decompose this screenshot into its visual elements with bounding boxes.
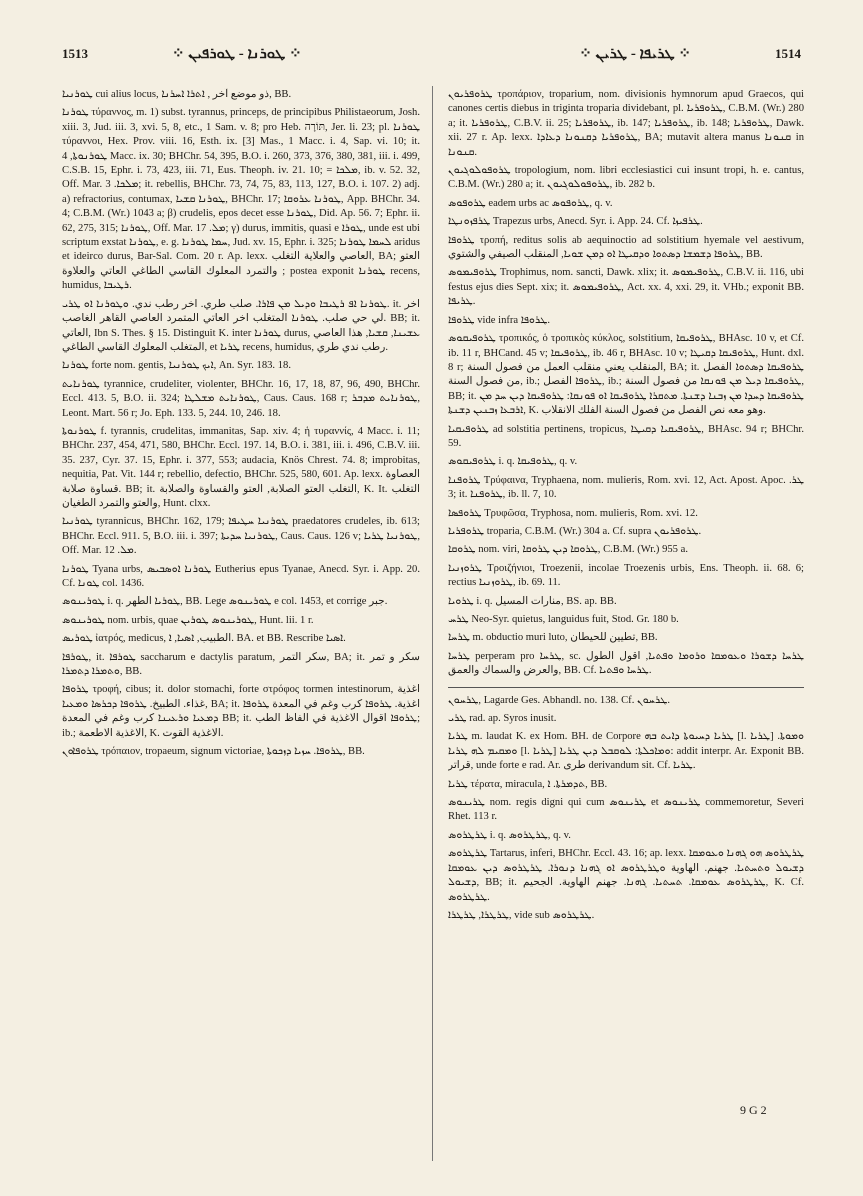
dictionary-entry: ܛܪܘܦܝܩܘܣ i. q. ܛܪܘܦܝܩܐ, q. v. <box>448 456 578 468</box>
page-header <box>62 40 801 68</box>
dictionary-entry: ܛܪܘܝܐ i. q. منارات المسيل, BS. ap. BB. <box>448 595 617 607</box>
dictionary-entry: ܛܪܘܦܝܩܘܣ τροπικός, ὁ τροπικὸς κύκλος, solstitium, ܛܪܘܦܝܩܐ, BHAsc. 10 v, et Cf. ib. 11 r, BHCand. 45 v; ܛܪܘܦܝܩܐ, ib. 46 r, BHAsc. 10 v; ܛܪܘܦܝܩܐ ܕܩܝܛܐ, Hunt. dxl. 8 r; المنقلب يعني منقلب العمل من فصول السنة, BA; it. ܛܪܘܦܝܩܐ ܕܣܬܘܐ الفصل من فصول السنة, ib.; ܛܪܘܦܐ الفصل, ib.; ܛܪܘܦܝܩܐ ܕܝܠ ܡܢ ܦܘܢܩܐ من فصول السنة, BB; it. ܛܪܘܦܝܩܐ ܕܚܕܐ ܡܢ ܙܒܢܐ ܕܫܢܬܐ. ܡܬܩܪܐ ܛܪܘܦܝܩܐ ܐܘ ܦܘܢܩܐ: ܛܪܘܦܝܩܐ ܕܝܢ ܚܕ ܡܢ ܐܪܒܥܐ ܙܒܢܝܢ ܕܫܢܬܐ, K. وهو معه نص الفصل من فصول السنة الفلك الانقلاب. <box>448 333 804 417</box>
dictionary-entry: ܛܪܝܐ m. laudat K. ex Hom. BH. de Corpore ܛܪܝܐ ܕܚܝܘܬܐ ܕܐܝܬ ܒܗ [l. ܛܪܝܐ] ܘܡܘܬܐ. ܘܡܩܝܡ ܠܗ ܛܪܝܐ [l. ܛܪܝܐ] ܘܡܐܟܠܬܐ: ܠܘܩܒܠ ܕܝܢ ܛܪܝܐ: addit interpr. Ar. Exponit BB. قراتر, unde forte e rad. Ar. طرى derivandum sit. Cf. ܛܪܝܐ. <box>448 731 804 772</box>
dictionary-entry: ܛܘܪܢܐ ܐܦ ܪܛܝܒܐ ܘܕܝܠ ܡܢ ܦܐܪܐ. صلب طري. اخر رطب ندي. ܘܛܘܪܢܐ ܐܘ ܛܪܝ. it. اخر لي حي صلب. ܛܘܪܢܐ المتغلب اخر العاتي المتمرد العاصي القاهر الغاصب. BB; it. العاتي, Ibn S. Thes. § 15. Distinguit K. inter ܛܘܪܢܐ durus, ܥܫܝܢܐ, ܩܫܝܐ, هذا العاصي المتغلب المعلوك القاسي الطاغي, et ܛܪܝܐ recens, humidus, رطب ندي طري. <box>62 298 420 353</box>
dictionary-entry: ܛܘܪܦܐ, it. ܛܘܪܦܐ saccharum e dactylis paratum, سكر التمر, BA; it. سكر و تمر ܘܬܡܪܐ ܕܬܡܪܐ, BB. <box>62 651 420 678</box>
dictionary-entry: ܛܘܪܢܝܐ cui alius locus, ذو موضع آخر , ܐܬܪܐ ܐܚܪܢܐ, BB. <box>62 89 292 100</box>
dictionary-entry: ܛܘܪܢܐ τύραννος, m. 1) subst. tyrannus, princeps, de principibus Philistaeorum, Josh. xiii. 3, Jud. iii. 3, xvi. 5, 8, etc., 1 Sam. v. 8; pro Heb. תּוֹרָה, Jer. li. 23; pl. ܛܘܪܢܐ τύραννοι, Hex. Prov. viii. 16, Esth. ix. [3] Mas., 1 Macc. i. 4, Sap. vi. 10; it. ܛܘܪܢܘܬܐ, 4 Macc. ix. 30; BHChr. 54, 395, B.O. i. 260, 373, 376, 380, 381, iii. i. 499, C.S.B. 15, Ephr. i. 73, 423, iii. 71, Eus. Theoph. iv. 21. 10; = ܡܠܟܐ, ib. v. 52. 32, Off. Mar. ܡܠܟܐ. 3; it. rebellis, BHChr. 73, 74, 75, 83, 113, 127, B.O. i. 107. 2) adj. a) refractorius, contumax, ܛܘܪܢܐ ܩܫܝܐ, BHChr. 17; ܛܘܪܢܐ ܥܪܘܩܐ, App. BHChr. 34. 4; C.B.M. (Wr.) 1043 a; β) crudelis, epos decet esse ܛܘܪܢܐ, Did. Ap. 56. 7; Ephr. ii. 62, 275, 315; ܛܘܪܢܐ, Off. Mar. ܡܠ. 17; γ) durus, immitis, quasi e ܛܘܪܐ, unde est ubi scriptum exstat ܛܘܪܢܐ, e. g. ܚܡܐ ܛܘܪܢܐ, Jud. xv. 15, Ephr. i. 325; ܠܚܡܐ ܛܘܪܢܐ aridus et ideirco durus, Bar-Sal. Com. 20 r. Ap. lexx. العاصي والعلاية التغلب, BA; العتو والتمرد المعلوك القاسي الطاغي العاتي والعلاوة ; postea exponit ܛܘܪܢܐ recens, humidus, ܪܛܝܒܐ. <box>62 107 420 292</box>
dictionary-entry: ܛܪܘܦܘܠܘܓܝܘܢ tropologium, nom. libri ecclesiastici cui insunt tropi, h. e. cantus, C.B.M. (Wr.) 280 a; it. ܛܪܘܦܘܠܘܓܝܘܢ, ib. 282 b. <box>448 165 804 191</box>
dictionary-entry: ܛܪܦܙܘܢܛܐ Trapezus urbs, Anecd. Syr. i. App. 24. Cf. ܛܪܦܝܙܐ. <box>448 216 703 228</box>
dictionary-entry: ܛܪܘܦܣܐ Τρυφῶσα, Tryphosa, nom. mulieris, Rom. xvi. 12. <box>448 507 698 519</box>
dictionary-entry: ܛܘܪܝܢܘܣ nom. urbis, quae ܛܘܪܝܢܘܣ ܛܘܪܝܢ, Hunt. lii. 1 r. <box>62 614 314 626</box>
dictionary-entry: ܛܪܘܦܪܝܐ troparia, C.B.M. (Wr.) 304 a. Cf. supra ܛܪܘܦܪܝܘܢ. <box>448 525 702 537</box>
column-divider <box>432 86 433 1161</box>
dictionary-entry: ܛܪܚܐ m. obductio muri luto, تطيين للحيطان, BB. <box>448 632 658 644</box>
dictionary-entry: ܛܪܘܦܐܘܢ τρόπαιον, tropaeum, signum victoriae, ܛܪܘܦܐ. ܚܙܝܐ ܕܙܟܘܬܐ, BB. <box>62 746 365 758</box>
dictionary-entry: ܛܘܪܝܢܘܣ i. q. ܛܘܪܝܐ الطهر, BB. Lege ܛܘܪܝܢܘܣ e col. 1453, et corrige جبر. <box>62 596 388 608</box>
dictionary-entry: ܛܪܘܦܐ vide infra ܛܪܘܦܐ. <box>448 314 551 326</box>
dictionary-entry: ܛܪܘܩܐ nom. viri, ܛܪܘܩܐ ܕܝܢ ܛܪܘܩܐ, C.B.M. (Wr.) 955 a. <box>448 544 688 556</box>
dictionary-entry: ܛܪܘܦܘܣ eadem urbs ac ܛܪܘܦܘܣ, q. v. <box>448 197 613 209</box>
dictionary-entry: ܛܪܚܐ perperam pro ܛܪܚܐ, sc. ܛܪܚܐ ܕܫܘܪܐ ܘܥܘܡܩܐ ܘܪܘܡܐ ܘܦܬܝܐ, اقول الطول والعرض والسماك والعمق, BB. Cf. ܛܪܚܐ ܘܦܬܝܐ. <box>448 650 804 677</box>
dictionary-entry: ܛܘܪܢܝܐ tyrannicus, BHChr. 162, 179; ܛܘܪܢܝܐ ܚܛܝܦܐ praedatores crudeles, ib. 613; BHChr. Eccl. 911. 5, B.O. iii. i. 397; ܛܘܪܢܝܐ ܚܕܝܬܐ, Caus. Caus. 126 v; ܛܘܪܢܝܐ ܛܪܝܐ, Off. Mar. ܡܠ. 12. <box>62 516 420 557</box>
dictionary-entry: ܛܪܚܘܢ, Lagarde Ges. Abhandl. no. 138. Cf. ܛܪܚܘܢ. <box>448 694 671 706</box>
dictionary-entry: ܛܘܪܝܣ ἰατρός, medicus, الطبيب, ܐܣܝܐ, ܐ. BA. et BB. Rescribe ܐܣܝܐ. <box>62 633 346 645</box>
dictionary-entry: ܛܪܘܦܝܡܘܣ Trophimus, nom. sancti, Dawk. xlix; it. ܛܪܘܦܝܡܘܣ, C.B.V. ii. 116, ubi festus ejus dies Sept. xix; it. ܛܪܘܦܝܡܘܣ, Act. xx. 4, xxi. 29, it. VHb.; exponit BB. ܛܪܝܦܐ. <box>448 267 804 308</box>
dictionary-entry: ܛܪܚ Neo-Syr. quietus, languidus fuit, Stod. Gr. 180 b. <box>448 614 679 625</box>
left-column <box>62 88 420 1158</box>
section-rule <box>448 687 804 688</box>
dictionary-entry: ܛܪܘܦܝܩܝܐ ad solstitia pertinens, tropicus, ܛܪܘܦܝܩܝܐ ܕܩܝܛܐ, BHAsc. 94 r; BHChr. 59. <box>448 423 804 449</box>
dictionary-entry: ܛܘܪܢܐ forte nom. gentis, ܐܝܟ ܛܘܪܢܝܐ, An. Syr. 183. 18. <box>62 360 291 372</box>
dictionary-entry: ܛܪܘܙܢܝܐ Τροιζήνιοι, Troezenii, incolae Troezenis urbis, Ens. Theoph. ii. 68. 6; rectius ܛܪܘܙܢܝܐ, ib. 69. 11. <box>448 562 804 589</box>
dictionary-entry: ܛܘܪܢܐ Tyana urbs, ܛܘܪܢܐ ܐܘܣܒܝܣ Eutherius epus Tyanae, Anecd. Syr. i. App. 20. Cf. ܛܘܢܐ col. 1436. <box>62 563 420 589</box>
dictionary-entry: ܛܪܝܐ τέρατα, miracula, ܬܕܡܪܬܐ. ܐ, BB. <box>448 778 608 790</box>
dictionary-entry: ܛܘܪܢܐܝܬ tyrannice, crudeliter, violenter, BHChr. 16, 17, 18, 87, 96, 490, BHChr. Eccl. 413. 5, B.O. ii. 324; ܛܘܪܢܐܝܬ ܡܫܠܛܐ, Caus. Caus. 168 r; ܛܘܪܢܐܝܬ ܡܕܒܪ, Leont. Mart. 56 r; Jo. Eph. 133. 5, 244. 10, 246. 18. <box>62 378 420 419</box>
right-page-number: 1514 <box>775 46 801 61</box>
dictionary-entry: ܛܪܘܦܐ τροφή, cibus; it. dolor stomachi, forte στρόφος tormen intestinorum, اغذية غذاء. الطبيخ. ܛܪܘܦܐ ܕܟܪܣܐ ܘܡܥܝܐ, BA; it. اغذية. ܛܪܘܦܐ كرب وغم في المعدة ܛܪܘܦܐ ܕܡܥܝܐ ܘܪܥܝܢܐ كرب وغم في المعدة BB; it. ܛܪܘܦܐ اقوال الاغذية في الفاظ الطب; ib.; الاغذية الاطعمة, K. الاغذية القوت. <box>62 684 420 739</box>
dictionary-entry: ܛܘܪܢܘܬܐ f. tyrannis, crudelitas, immanitas, Sap. xiv. 4; ἡ τυραννίς, 4 Macc. i. 11; BHChr. 237, 454, 471, 580, BHChr. Eccl. 197. 14, B.O. i. 381, iii. i. 496, C.B.V. iii. 35. 237, Cyr. 37. 15, Ephr. i. 377, 553; audacia, Knös Chrest. 74. 8; improbitas, nequitia, Pat. Vit. 144 r; rebellio, defectio, BHChr. 525, 580, 601. Ap. lexx. العصاوة قساوة صلابة. BB; it. التغلب العتو الصلابة, العتو والقساوة والصلابة, K. It. التغلب والعتو والتمرد الطغيان, Hunt. clxx. <box>62 425 420 509</box>
right-column <box>448 88 804 1158</box>
dictionary-entry: ܛܪܛܪܐ, ܛܪܛܪܐ, vide sub ܛܪܛܪܘܣ. <box>448 909 595 921</box>
left-running-head: ⁘ ܛܘܪܢܐ - ܛܘܪܦܝܢ ⁘ <box>172 46 302 62</box>
dictionary-entry: ܛܪܘܦܪܝܘܢ τροπάριον, troparium, nom. divisionis hymnorum apud Graecos, qui canones certis diebus in triginta troparia dividebant, pl. ܛܪܘܦܪܝܐ, C.B.M. (Wr.) 280 a; it. ܛܪܘܦܪܝܐ, C.B.V. ii. 25; ܛܪܘܦܪܝܐ, ib. 147; ܛܪܘܦܪܝܐ, ib. 148; ܛܪܘܦܪܝܐ, Dawk. xii. 27 r. Ap. lexx. ܛܪܘܦܪܝܐ ܕܩܢܘܢܐ ܕܥܐܕܐ, BA; mutavit altera manus ܩܢܘܢܐ in ܩܢܘܢܐ. <box>448 89 804 158</box>
dictionary-entry: ܛܪܘܦܐ τροπή, reditus solis ab aequinoctio ad solstitium hyemale vel aestivum, ܛܪܘܦܐ ܕܫܡܫܐ ܕܣܬܘܐ ܘܕܩܝܛܐ ܐܘ ܕܡܢ ܫܘܝܐ, المنقلب الصيفي والشتوي, BB. <box>448 234 804 261</box>
dictionary-entry: ܛܪܛܪܘܣ Tartarus, inferi, BHChr. Eccl. 43. 16; ap. lexx. ܛܪܛܪܘܣ ܗܘ ܓܗܢܐ ܘܥܘܡܩܐ ܕܫܝܘܠ ܘܬܚܬܝܐ. جهنم. الهاوية ܘܛܪܛܪܘܣ ܐܘ ܓܗܢܐ ܕܢܘܪܐ. ܛܪܛܪܘܣ ܕܝܢ ܥܘܡܩܐ ܕܫܝܘܠ, BB; it. ܛܪܛܪܘܣ ܥܘܡܩܐ. ܬܚܬܝܐ. ܓܗܢܐ. جهنم الهاوية. الجحيم, K. Cf. ܛܪܛܪܘܣ. <box>448 848 804 903</box>
signature-mark: 9 G 2 <box>740 1103 767 1117</box>
dictionary-entry: ܛܪܝܢܘܣ nom. regis digni qui cum ܛܪܝܢܘܣ et ܛܪܝܢܘܣ commemoretur, Severi Rhet. 113 r. <box>448 797 804 823</box>
dictionary-entry: ܛܪܘܦܢܐ Τρύφαινα, Tryphaena, nom. mulieris, Rom. xvi. 12, Act. Apost. Apoc. ܛܪ. 3; it. ܛܪܘܦܢܐ, ib. ll. 7, 10. <box>448 474 804 501</box>
left-page-number: 1513 <box>62 46 88 61</box>
dictionary-entry: ܛܪܝ rad. ap. Syros inusit. <box>448 713 557 725</box>
dictionary-entry: ܛܪܛܪܘܣ i. q. ܛܪܛܪܘܣ, q. v. <box>448 829 571 841</box>
right-running-head: ⁘ ܛܪܝܦܐ - ܛܪܝܢ ⁘ <box>579 46 691 62</box>
